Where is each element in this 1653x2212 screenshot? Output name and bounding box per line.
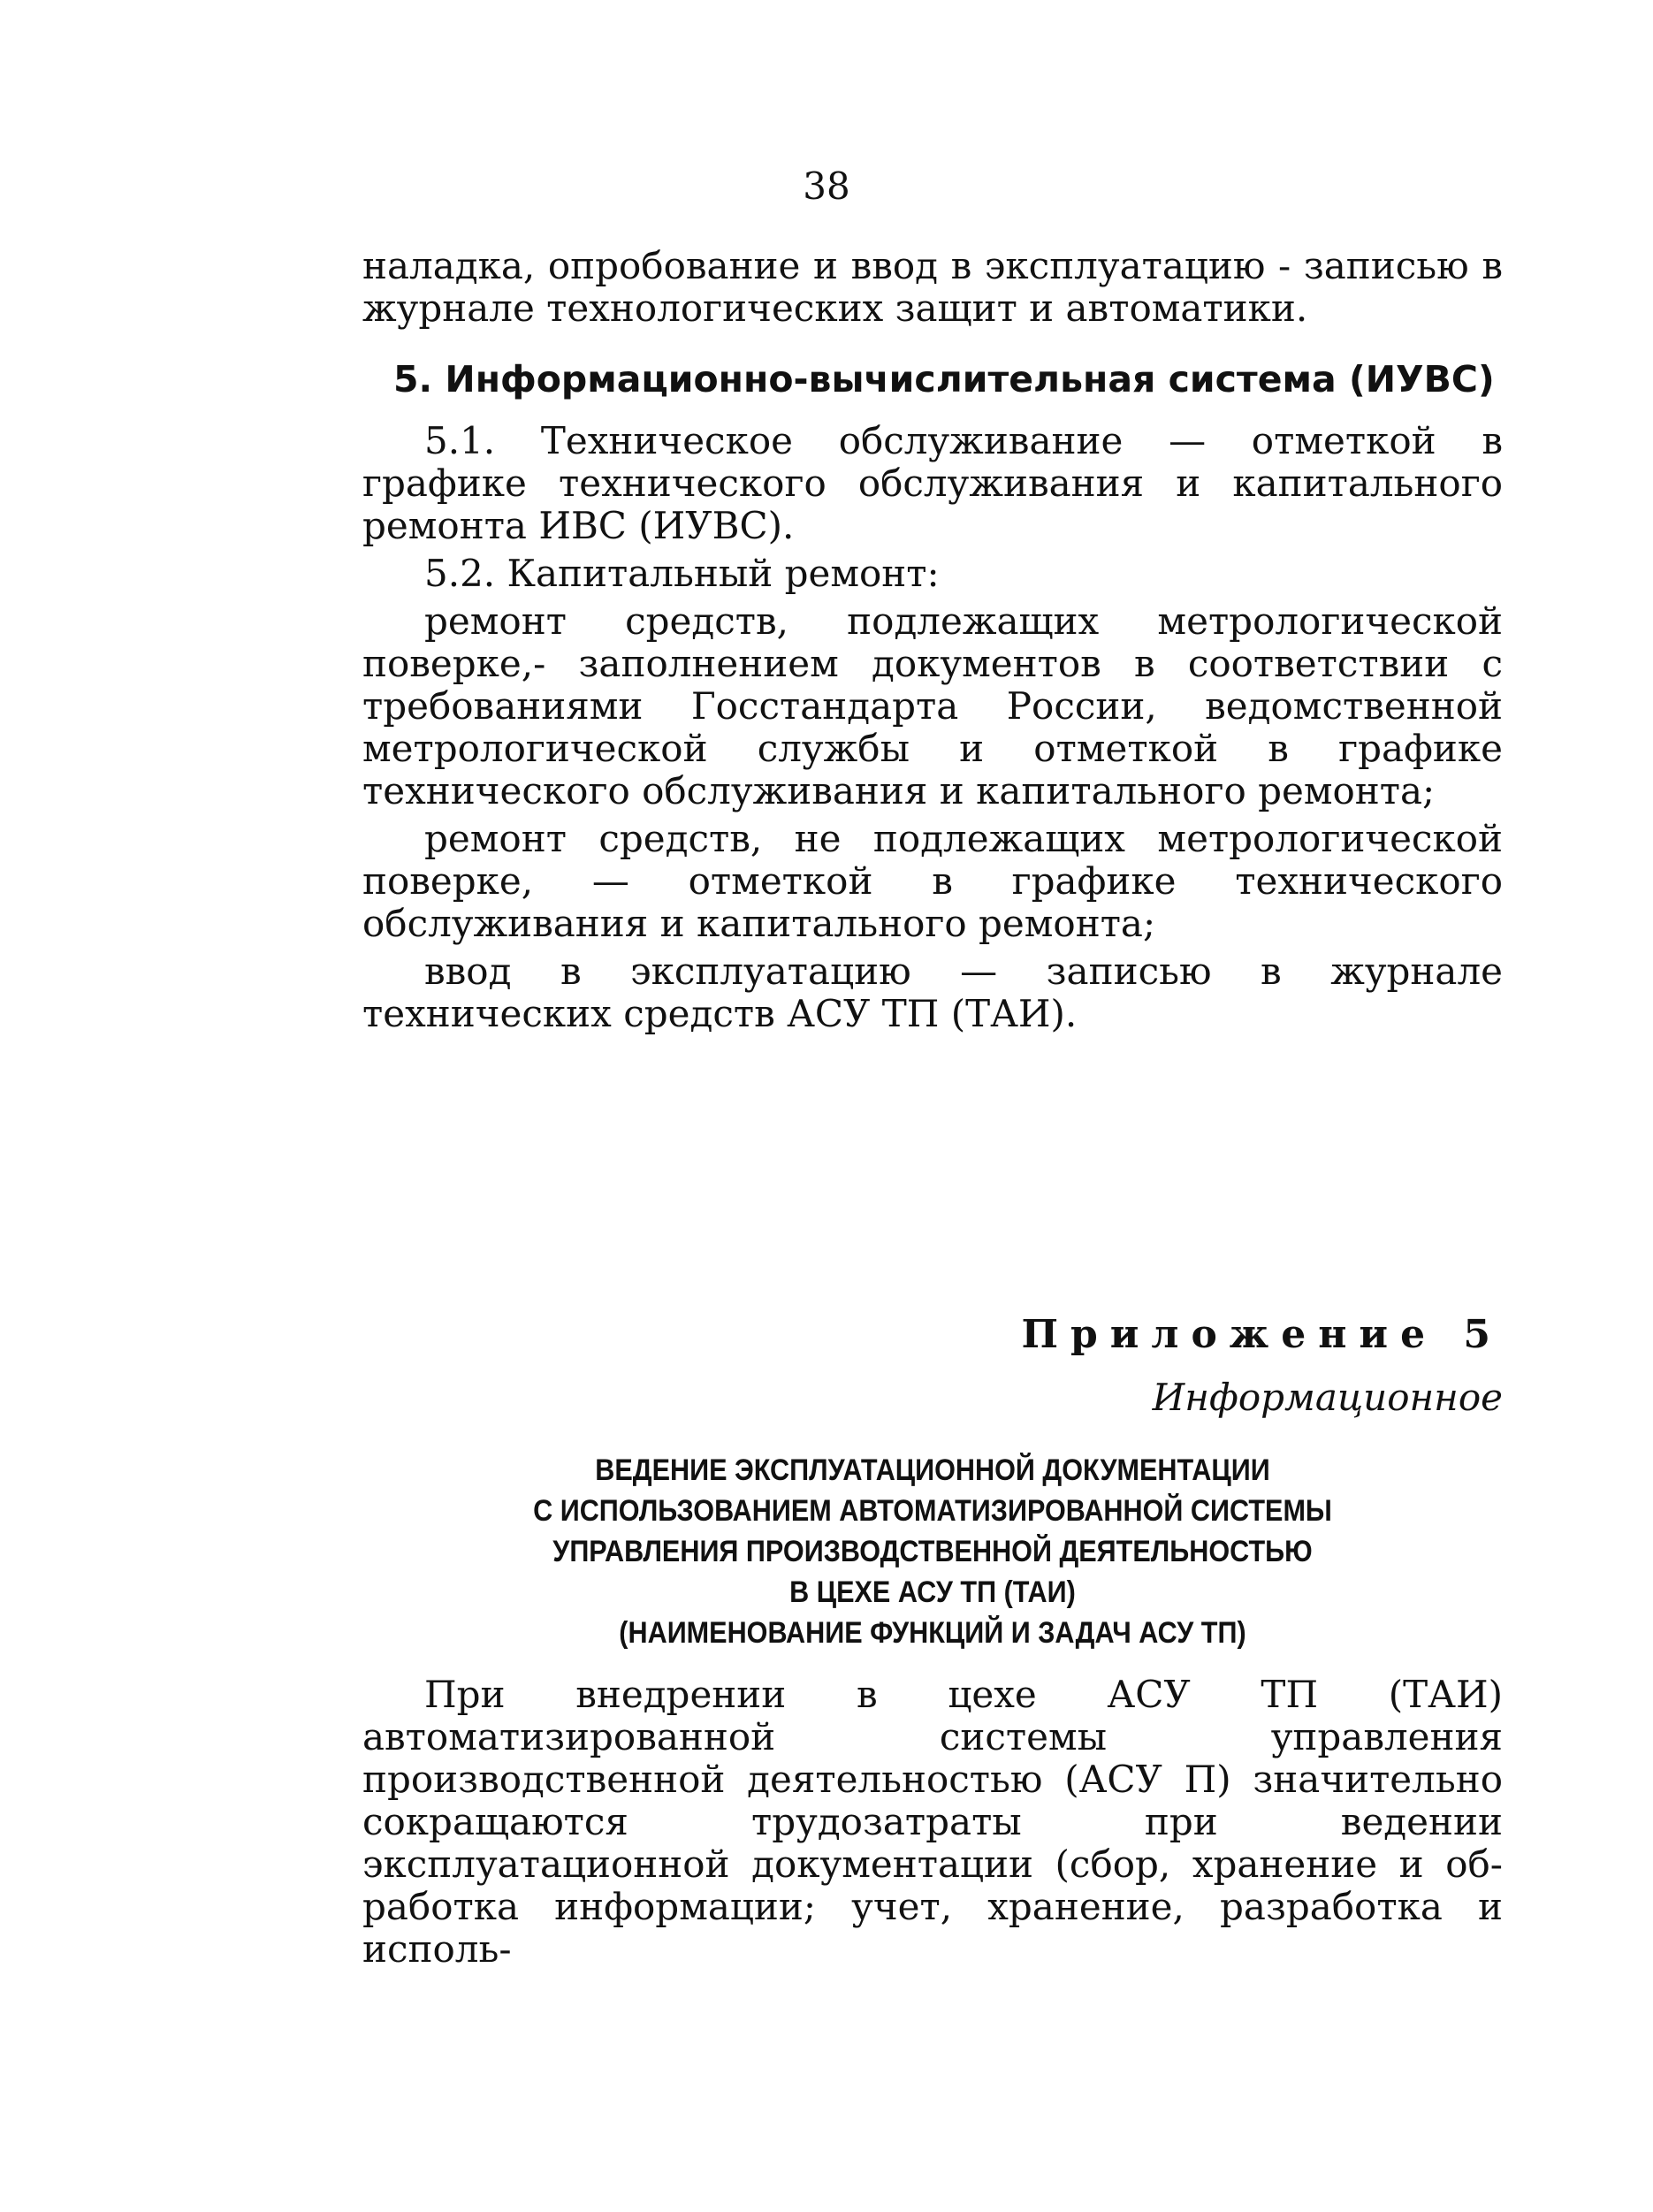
appendix-heading-line: УПРАВЛЕНИЯ ПРОИЗВОДСТВЕННОЙ ДЕЯТЕЛЬНОСТЬЮ <box>552 1535 1313 1568</box>
appendix-heading-line: ВЕДЕНИЕ ЭКСПЛУАТАЦИОННОЙ ДОКУМЕНТАЦИИ <box>595 1453 1270 1487</box>
section-heading: 5. Информационно-вычислительная система (ИУВС) <box>393 358 1495 400</box>
appendix-heading <box>420 1450 1446 1653</box>
appendix-body <box>362 1674 1503 1976</box>
appendix-heading-line: В ЦЕХЕ АСУ ТП (ТАИ) <box>789 1575 1076 1609</box>
section-paragraph: ремонт средств, не подлежащих метрологической поверке, — отметкой в графике технического обслуживания и капитального ремонта; <box>362 817 1503 945</box>
intro-paragraph: наладка, опробование и ввод в эксплуатацию - записью в журнале технологических защит и автоматики. <box>362 244 1503 330</box>
section-paragraph: ремонт средств, подлежащих метрологической поверке,- заполнением документов в соответствии с требованиями Госстандарта России, ведомственной метрологической службы и отметкой в графике технического обслуживания и капитального ремонта; <box>362 599 1503 812</box>
appendix-title: Приложение 5 <box>1021 1312 1503 1357</box>
section-body <box>362 420 1503 1041</box>
intro-block <box>362 245 1503 335</box>
section-paragraph: ввод в эксплуатацию — записью в журнале технических средств АСУ ТП (ТАИ). <box>362 950 1503 1035</box>
section-paragraph: 5.2. Капитальный ремонт: <box>424 552 940 595</box>
page-number: 38 <box>803 164 850 208</box>
section-paragraph: 5.1. Техническое обслуживание — отметкой в графике технического обслуживания и капитального ремонта ИВС (ИУВС). <box>362 419 1503 547</box>
appendix-type: Информационное <box>1152 1376 1503 1419</box>
appendix-heading-line: (НАИМЕНОВАНИЕ ФУНКЦИЙ И ЗАДАЧ АСУ ТП) <box>619 1616 1246 1650</box>
appendix-heading-line: С ИСПОЛЬЗОВАНИЕМ АВТОМАТИЗИРОВАННОЙ СИСТЕМЫ <box>533 1494 1332 1528</box>
appendix-paragraph: При внедрении в цехе АСУ ТП (ТАИ) автоматизированной системы управления производственной деятельностью (АСУ П) значительно сокращаются трудозатраты при ведении эксплуатационной документации (сбор, хранение и обработка информации; учет, хранение, разработка и исполь- <box>362 1673 1503 1971</box>
